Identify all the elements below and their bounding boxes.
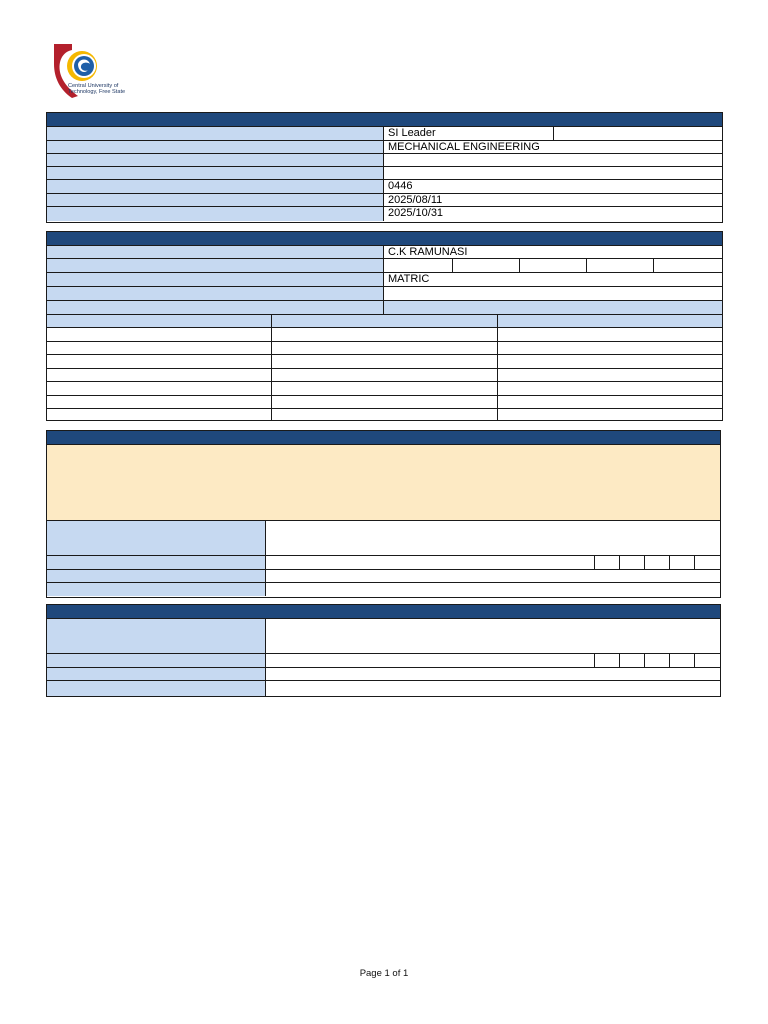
signature-row <box>47 619 720 654</box>
department-value: MECHANICAL ENGINEERING <box>388 141 540 153</box>
position-value: SI Leader <box>388 127 436 139</box>
position-label <box>47 127 384 140</box>
qualification-row <box>47 273 722 287</box>
section-header <box>47 232 722 246</box>
code-value: 0446 <box>388 180 413 192</box>
motivation-section <box>46 430 721 598</box>
table-row <box>47 382 722 396</box>
start-date-row <box>47 194 722 207</box>
table-row <box>47 328 722 342</box>
segmented-row <box>47 259 722 273</box>
position-row <box>47 127 722 141</box>
table-row <box>47 369 722 382</box>
blank-row <box>47 681 720 696</box>
blank-row <box>47 287 722 301</box>
blank-row-2 <box>47 167 722 180</box>
start-date-value: 2025/08/11 <box>388 194 443 206</box>
applicant-details-section <box>46 231 723 421</box>
position-extra-cell <box>553 127 722 140</box>
code-row <box>47 180 722 194</box>
instruction-box <box>47 445 720 521</box>
end-date-value: 2025/10/31 <box>388 207 444 219</box>
table-row <box>47 342 722 355</box>
approval-section <box>46 604 721 697</box>
signature-row <box>47 521 720 556</box>
section-header <box>47 113 722 127</box>
section-header <box>47 605 720 619</box>
blue-row <box>47 301 722 315</box>
date-boxes-row <box>47 654 720 668</box>
table-row <box>47 409 722 420</box>
logo-wordmark: Central University of Technology, Free State <box>68 83 126 96</box>
name-row <box>47 246 722 259</box>
end-date-row <box>47 207 722 221</box>
table-header-row <box>47 315 722 328</box>
qualification-value: MATRIC <box>388 273 430 285</box>
section-header <box>47 431 720 445</box>
department-row <box>47 141 722 154</box>
table-row <box>47 396 722 409</box>
page-number: Page 1 of 1 <box>359 968 409 979</box>
position-details-section <box>46 112 723 223</box>
table-row <box>47 355 722 369</box>
blank-row-1 <box>47 154 722 167</box>
blank-row <box>47 583 720 596</box>
name-value: C.K RAMUNASI <box>388 246 468 258</box>
blank-row <box>47 570 720 583</box>
blank-row <box>47 668 720 681</box>
date-boxes-row <box>47 556 720 570</box>
